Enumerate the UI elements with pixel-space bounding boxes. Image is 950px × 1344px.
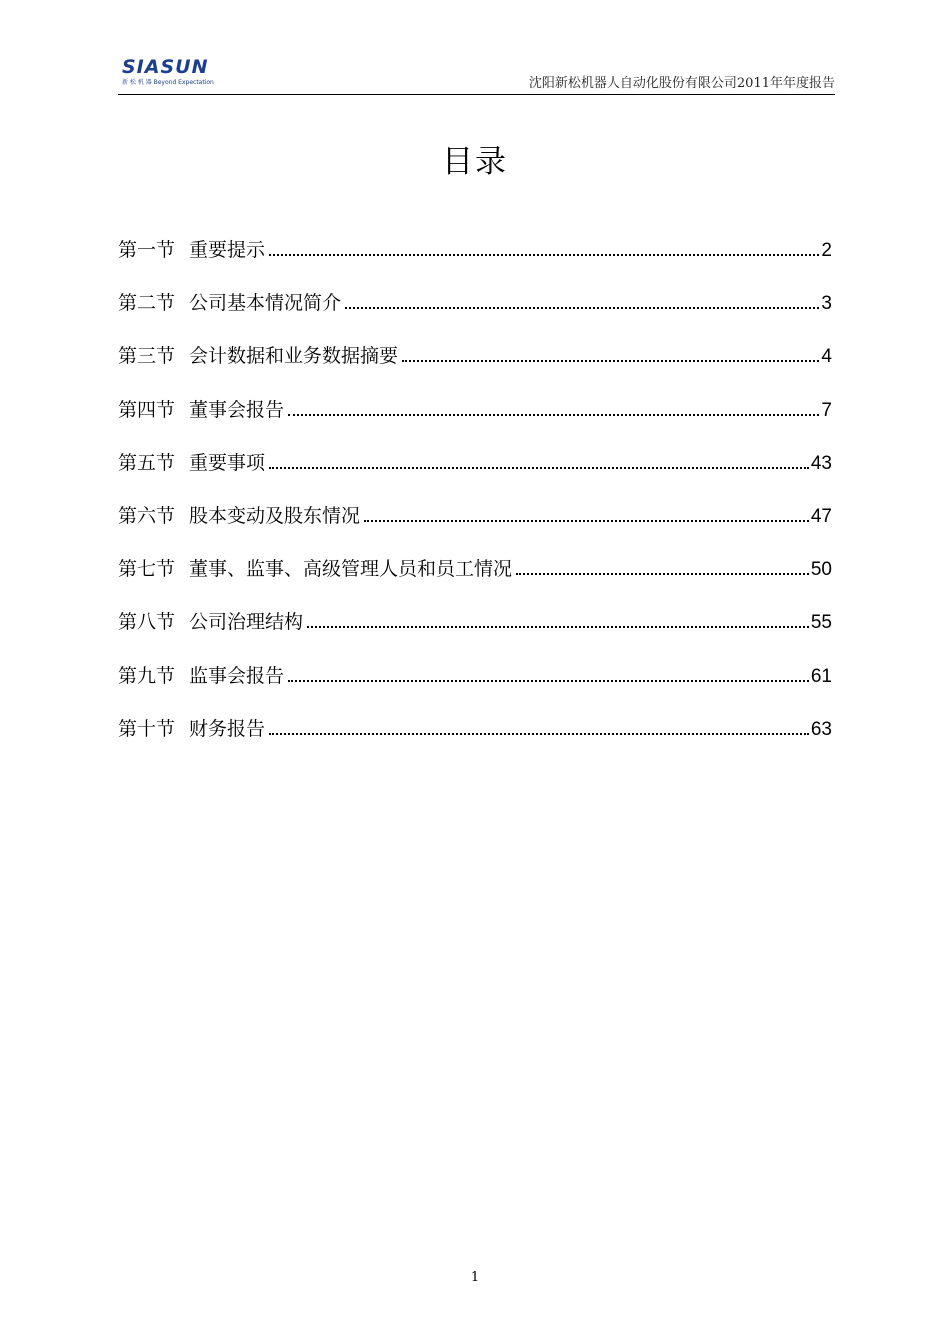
toc-section-title: 财务报告 — [189, 717, 266, 740]
toc-dot-leader — [288, 414, 819, 416]
toc-entry[interactable] — [118, 602, 832, 655]
toc-section-number: 第三节 — [118, 345, 176, 368]
toc-page-number: 47 — [810, 505, 832, 527]
toc-section-title: 股本变动及股东情况 — [189, 504, 361, 527]
toc-dot-leader — [364, 520, 809, 522]
toc-dot-leader — [269, 733, 809, 735]
toc-entry[interactable] — [118, 549, 832, 602]
page-title: 目录 — [442, 144, 508, 180]
toc-section-number: 第五节 — [118, 451, 176, 474]
toc-dot-leader — [345, 307, 819, 309]
toc-page-number: 4 — [821, 346, 832, 368]
toc-dot-leader — [288, 680, 809, 682]
company-logo — [118, 52, 238, 88]
toc-entry[interactable] — [118, 443, 832, 496]
toc-entry[interactable] — [118, 336, 832, 389]
toc-section-title: 重要事项 — [189, 451, 266, 474]
toc-entry[interactable] — [118, 390, 832, 443]
toc-page-number: 3 — [821, 293, 832, 315]
toc-section-number: 第十节 — [118, 717, 176, 740]
toc-section-title: 董事、监事、高级管理人员和员工情况 — [189, 558, 513, 581]
toc-dot-leader — [269, 254, 819, 256]
toc-page-number: 2 — [821, 240, 832, 261]
toc-section-number: 第六节 — [118, 504, 176, 527]
toc-section-number: 第九节 — [118, 664, 176, 687]
toc-entry[interactable] — [118, 656, 832, 709]
toc-section-title: 重要提示 — [189, 239, 266, 261]
toc-page-number: 7 — [821, 399, 832, 421]
toc-dot-leader — [269, 467, 809, 469]
toc-section-title: 监事会报告 — [189, 664, 285, 687]
toc-section-number: 第八节 — [118, 611, 176, 634]
toc-page-number: 50 — [810, 559, 832, 581]
toc-page-number: 61 — [810, 665, 832, 687]
toc-section-title: 董事会报告 — [189, 398, 285, 421]
toc-section-title: 会计数据和业务数据摘要 — [189, 345, 399, 368]
toc-entry[interactable] — [118, 709, 832, 762]
toc-entry[interactable] — [118, 496, 832, 549]
toc-section-title: 公司治理结构 — [189, 611, 304, 634]
toc-dot-leader — [402, 360, 819, 362]
toc-page-number: 55 — [810, 612, 832, 634]
toc-dot-leader — [307, 626, 809, 628]
table-of-contents — [118, 230, 832, 762]
toc-section-number: 第四节 — [118, 398, 176, 421]
toc-section-number: 第二节 — [118, 292, 176, 315]
page-header — [118, 52, 835, 95]
toc-section-number: 第七节 — [118, 558, 176, 581]
footer-page-number: 1 — [470, 1270, 480, 1285]
toc-section-title: 公司基本情况简介 — [189, 292, 342, 315]
logo-wordmark: SIASUN — [122, 56, 209, 78]
toc-page-number: 63 — [810, 718, 832, 740]
logo-tagline: 新 松 机 器 Beyond Expectation — [122, 79, 214, 86]
toc-section-number: 第一节 — [118, 239, 176, 261]
toc-entry[interactable] — [118, 230, 832, 283]
toc-entry[interactable] — [118, 283, 832, 336]
toc-page-number: 43 — [810, 452, 832, 474]
header-title: 沈阳新松机器人自动化股份有限公司2011年年度报告 — [528, 76, 835, 91]
toc-dot-leader — [516, 573, 809, 575]
